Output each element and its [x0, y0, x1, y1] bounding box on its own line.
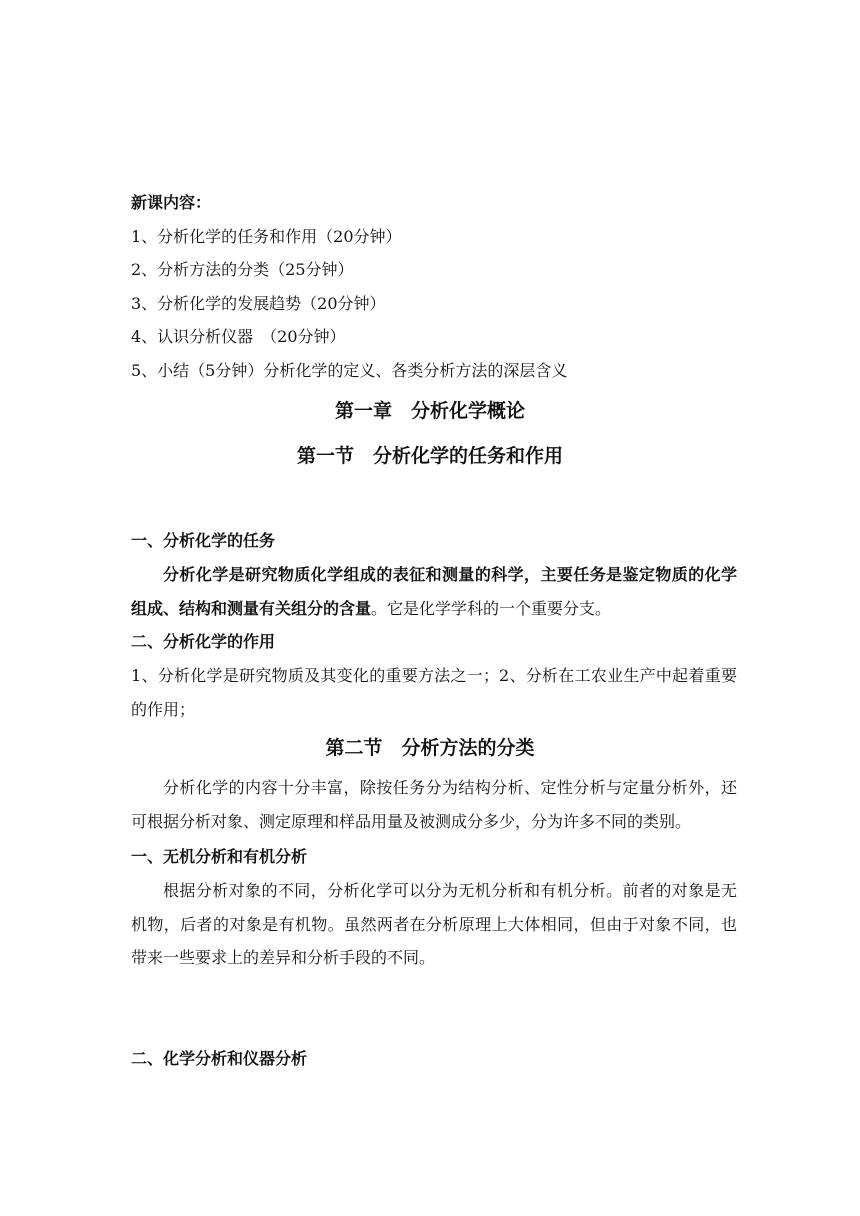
section-title: 第一节 分析化学的任务和作用 [296, 445, 563, 467]
definition-rest: 。它是化学学科的一个重要分支。 [371, 598, 612, 618]
subsection-title: 二、化学分析和仪器分析 [131, 1049, 308, 1068]
chapter-title: 第一章 分析化学概论 [334, 400, 525, 422]
outline-item: 5、小结（5分钟）分析化学的定义、各类分析方法的深层含义 [131, 361, 568, 380]
outline-item: 1、分析化学的任务和作用（20分钟） [131, 227, 402, 246]
paragraph: 根据分析对象的不同，分析化学可以分为无机分析和有机分析。前者的对象是无机物，后者的对象是有机物。虽然两者在分析原理上大体相同，但由于对象不同，也带来一些要求上的差异和分析手段的不同。 [131, 881, 737, 967]
outline-item: 2、分析方法的分类（25分钟） [131, 260, 354, 279]
paragraph: 1、分析化学是研究物质及其变化的重要方法之一；2、分析在工农业生产中起着重要的作用； [131, 666, 737, 719]
paragraph: 分析化学的内容十分丰富，除按任务分为结构分析、定性分析与定量分析外，还可根据分析对象、测定原理和样品用量及被测成分多少，分为许多不同的类别。 [131, 778, 737, 831]
key-definition: 分析化学是研究物质化学组成的表征和测量的科学，主要任务是鉴定物质的化学组成、结构和测量有关组分的含量 [131, 565, 737, 618]
outline-item: 4、认识分析仪器 （20分钟） [131, 327, 346, 346]
section-title: 第二节 分析方法的分类 [325, 737, 535, 759]
subsection-title: 二、分析化学的作用 [131, 632, 276, 651]
outline-item: 3、分析化学的发展趋势（20分钟） [131, 294, 386, 313]
subsection-title: 一、无机分析和有机分析 [131, 847, 308, 866]
subsection-title: 一、分析化学的任务 [131, 531, 276, 550]
paragraph [131, 558, 737, 625]
new-content-label: 新课内容： [131, 193, 212, 212]
